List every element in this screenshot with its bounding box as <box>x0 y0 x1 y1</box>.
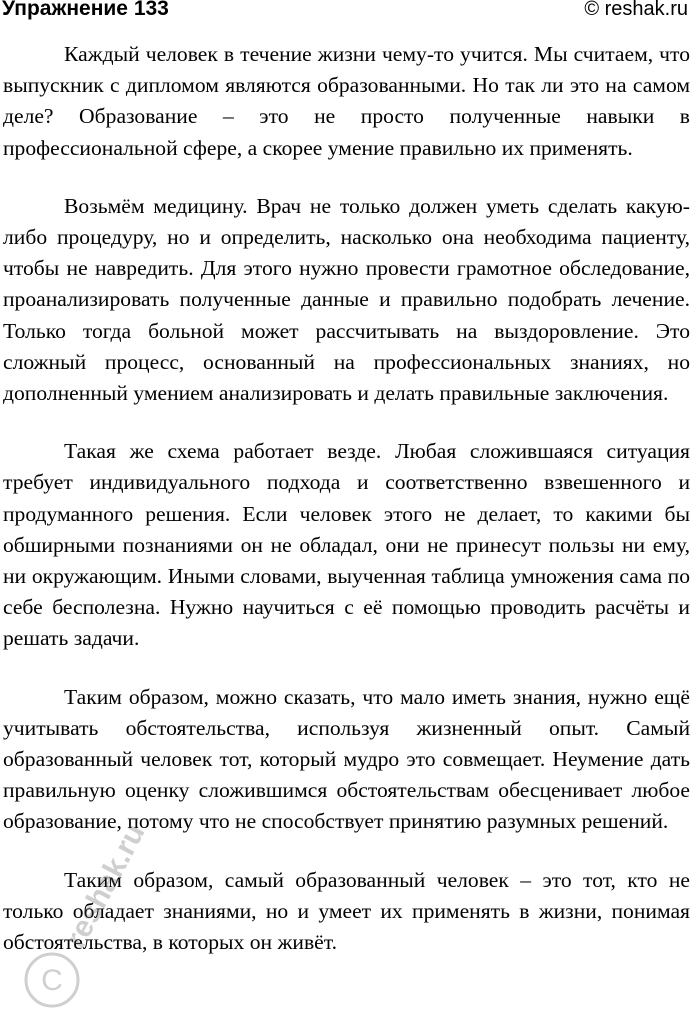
page-header <box>0 0 692 26</box>
essay-body <box>3 39 690 985</box>
essay-paragraph: Каждый человек в течение жизни чему-то учится. Мы считаем, что выпускник с дипломом являются образованными. Но так ли это на самом деле? Образование – это не просто полученные навыки в профессиональной сфере, а скорее умение правильно их применять. <box>3 42 690 160</box>
essay-paragraph: Таким образом, самый образованный человек – это тот, кто не только обладает знаниями, но и умеет их применять в жизни, понимая обстоятельства, в которых он живёт. <box>3 867 690 955</box>
copyright-notice: © reshak.ru <box>584 0 688 20</box>
essay-paragraph: Возьмём медицину. Врач не только должен уметь сделать какую-либо процедуру, но и определить, насколько она необходима пациенту, чтобы не навредить. Для этого нужно провести грамотное обследование, проанализировать полученные данные и правильно подобрать лечение. Только тогда больной может рассчитывать на выздоровление. Это сложный процесс, основанный на профессиональных знаниях, но дополненный умением анализировать и делать правильные заключения. <box>3 193 690 406</box>
copyright-c-glyph: C <box>41 964 63 997</box>
exercise-title: Упражнение 133 <box>2 0 169 20</box>
watermark-text: reshak.ru <box>59 820 150 954</box>
essay-paragraph: Такая же схема работает везде. Любая сложившаяся ситуация требует индивидуального подхода и соответственно взвешенного и продуманного решения. Если человек этого не делает, то какими бы обширными познаниями он не обладал, они не принесут пользы ни ему, ни окружающим. Иными словами, выученная таблица умножения сама по себе бесполезна. Нужно научиться с её помощью проводить расчёты и решать задачи. <box>3 439 690 651</box>
essay-paragraph: Таким образом, можно сказать, что мало иметь знания, нужно ещё учитывать обстоятельства, используя жизненный опыт. Самый образованный человек тот, который мудро это совмещает. Неумение дать правильную оценку сложившимся обстоятельствам обесценивает любое образование, потому что не способствует принятию разумных решений. <box>3 684 690 834</box>
